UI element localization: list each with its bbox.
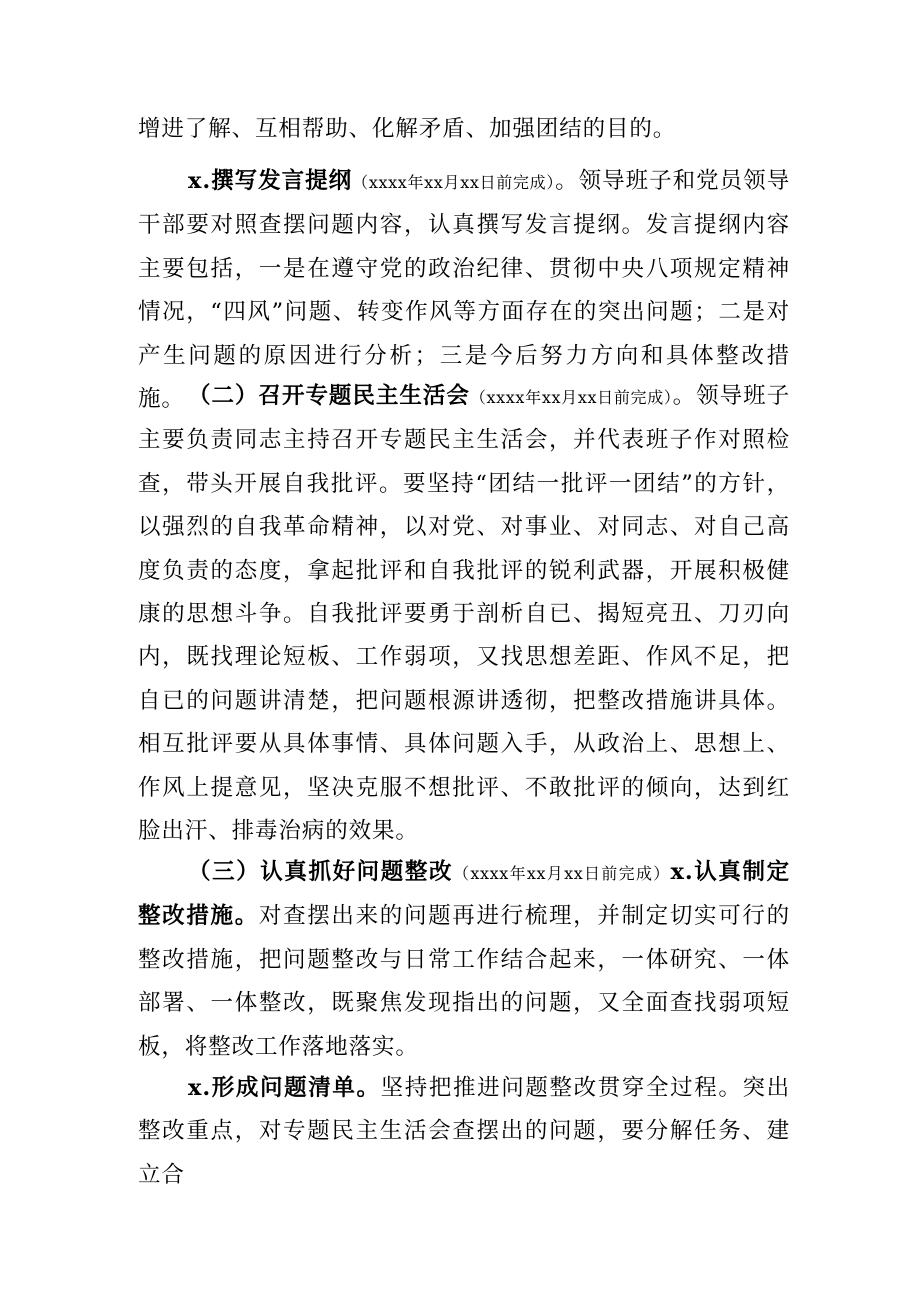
paragraph-text: 。领导班子主要负责同志主持召开专题民主生活会，并代表班子作对照检查，带头开展自我批评。要坚持“团结一批评一团结”的方针，以强烈的自我革命精神，以对党、对事业、对同志、对自己高度负责的态度，拿起批评和自我批评的锐利武器，开展积极健康的思想斗争。自我批评要勇于剖析自已、揭短亮丑、刀刃向内，既找理论短板、工作弱项，又找思想差距、作风不足，把自已的问题讲清楚，把问题根源讲透彻，把整改措施讲具体。相互批评要从具体事情、具体问题入手，从政治上、思想上、作风上提意见，坚决克服不想批评、不敢批评的倾向，达到红脸出汗、排毒治病的效果。 xyxy=(138,383,790,845)
paragraph-unity-purpose xyxy=(138,108,790,151)
section-heading: （二）召开专题民主生活会 xyxy=(188,383,470,409)
section-heading: x.形成问题清单。 xyxy=(188,1075,381,1101)
deadline-note: （xxxx年xx月xx日前完成） xyxy=(352,173,556,192)
deadline-note: （xxxx年xx月xx日前完成） xyxy=(453,864,671,883)
paragraph-democratic-life-meeting xyxy=(138,375,790,853)
deadline-note: （xxxx年xx月xx日前完成） xyxy=(469,388,673,407)
paragraph-text: 。领导班子和党员领导干部要对照查摆问题内容，认真撰写发言提纲。发言提纲内容主要包括，一是在遵守党的政治纪律、贯彻中央八项规定精神情况，“四风”问题、转变作风等方面存在的突出问题；二是对产生问题的原因进行分析；三是今后努力方向和具体整改措施。 xyxy=(138,168,790,413)
paragraph-text: 坚持把推进问题整改贯穿全过程。突出整改重点，对专题民主生活会查摆出的问题，要分解任务、建立合 xyxy=(138,1075,790,1188)
paragraph-text: 增进了解、互相帮助、化解矛盾、加强团结的目的。 xyxy=(138,116,677,142)
subsection-heading: x.认真制定整改措施。 xyxy=(138,859,790,930)
paragraph-text: 对查摆出来的问题再进行梳理，并制定切实可行的整改措施，把问题整改与日常工作结合起来，一体研究、一体部署、一体整改，既聚焦发现指出的问题，又全面查找弱项短板，将整改工作落地落实。 xyxy=(138,903,790,1060)
paragraph-problem-list xyxy=(138,1067,790,1197)
section-heading: x.撰写发言提纲 xyxy=(188,168,353,194)
section-heading: （三）认真抓好问题整改 xyxy=(188,859,454,885)
paragraph-problem-rectification xyxy=(138,851,790,1069)
